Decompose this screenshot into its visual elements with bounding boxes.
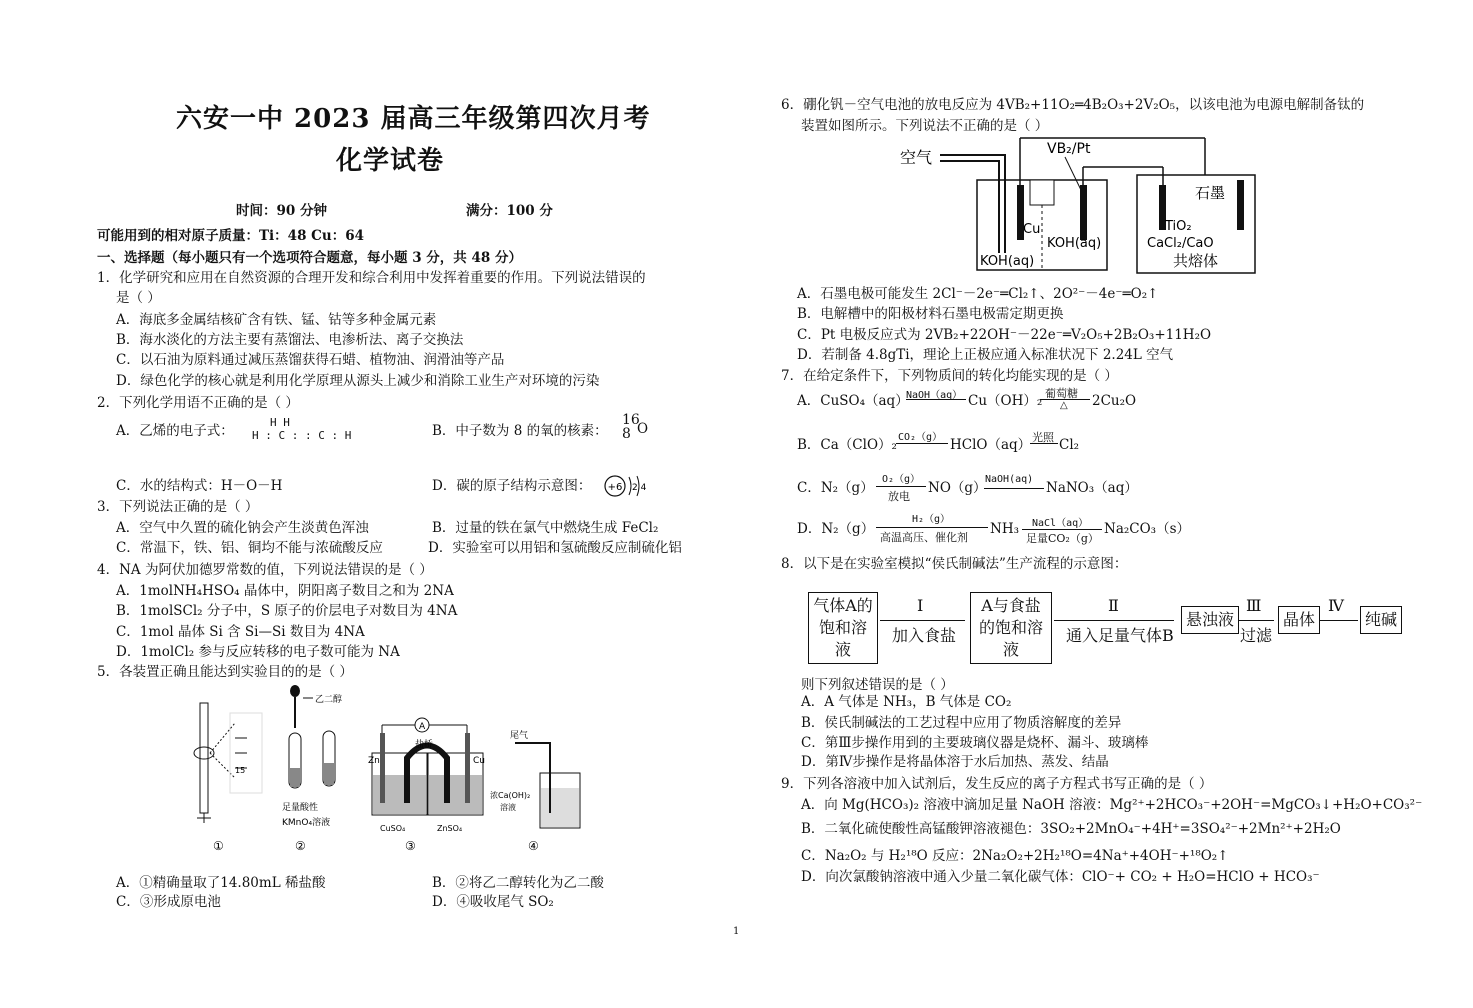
q7d-cond2b: 足量CO₂（g） [1026, 532, 1099, 545]
q4-option-c: C．1mol 晶体 Si 含 Si—Si 数目为 4NA [116, 624, 365, 640]
q3-option-a: A．空气中久置的硫化钠会产生淡黄色浑浊 [116, 520, 369, 536]
q7c-mid: NO（g） [928, 480, 987, 496]
q7d-start: D．N₂（g） [797, 521, 875, 537]
cacl2-label: CaCl₂/CaO [1147, 236, 1214, 251]
burette-diagram [194, 703, 262, 823]
air-label: 空气 [900, 148, 933, 167]
q7a-start: A．CuSO₄（aq） [797, 393, 909, 409]
q6-option-d: D．若制备 4.8gTi，理论上正极应通入标准状况下 2.24L 空气 [797, 347, 1174, 363]
q7b-cond2: 光照 [1032, 431, 1054, 444]
q2-stem: 2．下列化学用语不正确的是（ ） [97, 395, 299, 411]
q7d-mid: NH₃ [990, 521, 1019, 537]
q7d-cond2: NaCl（aq） [1032, 518, 1089, 529]
q7a-cond1: NaOH（aq） [906, 390, 963, 401]
q4-option-d: D．1molCl₂ 参与反应转移的电子数可能为 NA [116, 644, 400, 660]
saltbridge-label: 盐桥 [415, 740, 434, 750]
q2-option-c: C．水的结构式：H－O－H [116, 478, 283, 494]
q5-option-a: A．①精确量取了14.80mL 稀盐酸 [116, 875, 326, 891]
nuclide-mass: 16 [622, 412, 640, 428]
q7a-arrow1 [906, 399, 966, 400]
q7b-end: Cl₂ [1059, 437, 1080, 453]
q3-option-b: B．过量的铁在氯气中燃烧生成 FeCl₂ [432, 520, 659, 536]
q6-option-c: C．Pt 电极反应式为 2VB₂+22OH⁻－22e⁻═V₂O₅+2B₂O₃+11H₂O [797, 327, 1212, 343]
flow-action-3: 过滤 [1240, 626, 1273, 645]
graphite-label: 石墨 [1195, 184, 1226, 202]
q9-option-c: C．Na₂O₂ 与 H₂¹⁸O 反应：2Na₂O₂+2H₂¹⁸O=4Na⁺+4OH⁻+¹⁸O₂↑ [801, 848, 1229, 864]
testtube-diagram [282, 685, 342, 828]
q7c-arrow1 [876, 486, 926, 487]
q8-stem: 8．以下是在实验室模拟“侯氏制碱法”生产流程的示意图： [781, 556, 1128, 572]
figure-label-2: ② [295, 839, 306, 853]
q2-option-a: A．乙烯的电子式： [116, 423, 234, 439]
flow-arrow-1 [880, 620, 965, 621]
q8-option-a: A．A 气体是 NH₃，B 气体是 CO₂ [801, 694, 1012, 710]
q6-stem: 6．硼化钒－空气电池的放电反应为 4VB₂+11O₂═4B₂O₃+2V₂O₅，以该电池为电源电解制备钛的 [781, 97, 1365, 113]
tailgas-diagram [490, 729, 580, 828]
q7c-cond2: NaOH(aq) [985, 474, 1034, 485]
q7a-cond2b: △ [1060, 400, 1068, 411]
q2-option-b: B．中子数为 8 的氧的核素： [432, 423, 608, 439]
q7a-mid: Cu（OH）₂ [968, 393, 1043, 409]
q1-option-a: A．海底多金属结核矿含有铁、锰、钴等多种金属元素 [116, 312, 437, 328]
nuclide-symbol: O [637, 421, 649, 437]
q5-option-d: D．④吸收尾气 SO₂ [432, 894, 554, 910]
flow-box-5: 纯碱 [1360, 606, 1402, 634]
zn-label: Zn [368, 756, 380, 766]
carbon-electrons-label: 2 4 [632, 483, 647, 493]
figure-label-1: ① [213, 839, 224, 853]
flow-arrow-3 [1238, 620, 1274, 621]
nuclide-number: 8 [622, 426, 631, 442]
flow-step-1: Ⅰ [917, 596, 924, 615]
flow-action-2: 通入足量气体B [1066, 626, 1174, 645]
caoh-label-1: 浓Ca(OH)₂ [490, 791, 531, 800]
page-number: 1 [733, 926, 740, 937]
q8-option-b: B．侯氏制碱法的工艺过程中应用了物质溶解度的差异 [801, 715, 1122, 731]
glycol-label: 乙二醇 [315, 695, 343, 705]
q4-option-a: A．1molNH₄HSO₄ 晶体中，阴阳离子数目之和为 2NA [116, 583, 454, 599]
q7c-end: NaNO₃（aq） [1046, 480, 1138, 496]
q7b-cond1: CO₂（g） [898, 432, 943, 443]
q1-option-d: D．绿色化学的核心就是利用化学原理从源头上减少和消除工业生产对环境的污染 [116, 373, 600, 389]
q1-stem: 1．化学研究和应用在自然资源的合理开发和综合利用中发挥着重要的作用。下列说法错误的 [97, 270, 646, 286]
q1-stem-2: 是（ ） [116, 290, 161, 306]
q7a-cond2: 葡萄糖 [1045, 387, 1078, 400]
q6-option-b: B．电解槽中的阳极材料石墨电极需定期更换 [797, 306, 1064, 322]
koh-left-label: KOH(aq) [980, 254, 1035, 269]
q7b-mid: HClO（aq） [950, 437, 1032, 453]
cu-label: Cu [473, 756, 485, 766]
q3-option-d: D．实验室可以用铝和氢硫酸反应制硫化铝 [428, 540, 682, 556]
q1-option-b: B．海水淡化的方法主要有蒸馏法、电渗析法、离子交换法 [116, 332, 464, 348]
q7c-arrow2 [984, 488, 1044, 489]
q7b-arrow2 [1030, 443, 1058, 444]
flow-arrow-2 [1054, 620, 1174, 621]
page-title: 六安一中 2023 届高三年级第四次月考 [176, 104, 651, 134]
caoh-label-2: 溶液 [500, 803, 516, 812]
section-heading: 一、选择题（每小题只有一个选项符合题意，每小题 3 分，共 48 分） [97, 250, 522, 266]
q7d-cond1b: 高温高压、催化剂 [880, 531, 968, 544]
flow-arrow-4 [1320, 620, 1358, 621]
kmno4-label-2: KMnO₄溶液 [282, 818, 331, 828]
flow-box-4: 晶体 [1278, 606, 1320, 634]
q2-option-d: D．碳的原子结构示意图： [432, 478, 592, 494]
cu-electrode-label: Cu [1023, 222, 1041, 237]
q8-option-d: D．第Ⅳ步操作是将晶体溶于水后加热、蒸发、结晶 [801, 754, 1109, 770]
q7c-cond1b: 放电 [888, 490, 910, 503]
flow-step-3: Ⅲ [1246, 596, 1262, 615]
q7b-start: B．Ca（ClO）₂ [797, 437, 897, 453]
melt-label: 共熔体 [1173, 252, 1219, 270]
atomic-mass-note: 可能用到的相对原子质量：Ti：48 Cu：64 [97, 228, 365, 244]
exam-time: 时间：90 分钟 [236, 203, 327, 219]
ethylene-h-row: H H [270, 416, 290, 429]
exam-score: 满分：100 分 [466, 203, 553, 219]
ethylene-main-row: H : C : : C : H [252, 429, 352, 442]
flow-step-2: Ⅱ [1108, 596, 1119, 615]
q6-stem-2: 装置如图所示。下列说法不正确的是（ ） [801, 118, 1049, 134]
galvanic-cell-diagram [368, 718, 485, 833]
carbon-atom-diagram [603, 473, 651, 499]
kmno4-label-1: 足量酸性 [282, 803, 319, 813]
flow-action-1: 加入食盐 [892, 626, 957, 645]
cuso4-label: CuSO₄ [380, 824, 406, 833]
burette-tick-label: 15 [235, 766, 246, 775]
tailgas-label: 尾气 [510, 731, 529, 741]
q8-stem-2: 则下列叙述错误的是（ ） [801, 677, 954, 693]
q3-stem: 3．下列说法正确的是（ ） [97, 499, 259, 515]
carbon-core-label: +6 [607, 482, 623, 493]
ammeter-label: A [419, 722, 426, 732]
q7a-end: 2Cu₂O [1092, 393, 1137, 409]
flow-box-2: A与食盐的饱和溶液 [970, 592, 1052, 664]
koh-right-label: KOH(aq) [1047, 236, 1102, 251]
q1-option-c: C．以石油为原料通过减压蒸馏获得石蜡、植物油、润滑油等产品 [116, 352, 505, 368]
q3-option-c: C．常温下，铁、铝、铜均不能与浓硫酸反应 [116, 540, 383, 556]
tio2-label: TiO₂ [1165, 219, 1192, 234]
q4-option-b: B．1molSCl₂ 分子中，S 原子的价层电子对数目为 4NA [116, 603, 458, 619]
figure-label-4: ④ [528, 839, 539, 853]
q7d-cond1: H₂（g） [912, 514, 951, 525]
q4-stem: 4．NA 为阿伏加德罗常数的值，下列说法错误的是（ ） [97, 562, 433, 578]
flow-box-3: 悬浊液 [1181, 606, 1239, 634]
q5-stem: 5．各装置正确且能达到实验目的的是（ ） [97, 664, 353, 680]
q8-option-c: C．第Ⅲ步操作用到的主要玻璃仪器是烧杯、漏斗、玻璃棒 [801, 735, 1149, 751]
q9-option-b: B．二氧化硫使酸性高锰酸钾溶液褪色：3SO₂+2MnO₄⁻+4H⁺=3SO₄²⁻+2Mn²⁺+2H₂O [801, 821, 1341, 837]
q6-option-a: A．石墨电极可能发生 2Cl⁻－2e⁻═Cl₂↑、2O²⁻－4e⁻═O₂↑ [797, 286, 1159, 302]
flow-box-1: 气体A的饱和溶液 [808, 592, 878, 664]
q5-option-c: C．③形成原电池 [116, 894, 221, 910]
page-subtitle: 化学试卷 [336, 146, 445, 176]
q9-stem: 9．下列各溶液中加入试剂后，发生反应的离子方程式书写正确的是（ ） [781, 776, 1213, 792]
q5-option-b: B．②将乙二醇转化为乙二酸 [432, 875, 604, 891]
flow-step-4: Ⅳ [1328, 596, 1344, 615]
q5-apparatus-figure [185, 683, 585, 858]
q7-stem: 7．在给定条件下，下列物质间的转化均能实现的是（ ） [781, 368, 1118, 384]
q9-option-d: D．向次氯酸钠溶液中通入少量二氧化碳气体：ClO⁻+ CO₂ + H₂O=HClO + HCO₃⁻ [801, 869, 1320, 885]
q7b-arrow1 [896, 443, 948, 444]
znso4-label: ZnSO₄ [437, 824, 463, 833]
q7d-arrow1 [876, 527, 988, 528]
q7d-end: Na₂CO₃（s） [1104, 521, 1191, 537]
q9-option-a: A．向 Mg(HCO₃)₂ 溶液中滴加足量 NaOH 溶液：Mg²⁺+2HCO₃⁻+2OH⁻=MgCO₃↓+H₂O+CO₃²⁻ [801, 797, 1423, 813]
vb2pt-label: VB₂/Pt [1047, 141, 1091, 157]
ethylene-electron-formula [252, 416, 351, 442]
q7c-start: C．N₂（g） [797, 480, 874, 496]
q7c-cond1: O₂（g） [882, 474, 921, 485]
q6-battery-figure [895, 135, 1265, 280]
figure-label-3: ③ [405, 839, 416, 853]
